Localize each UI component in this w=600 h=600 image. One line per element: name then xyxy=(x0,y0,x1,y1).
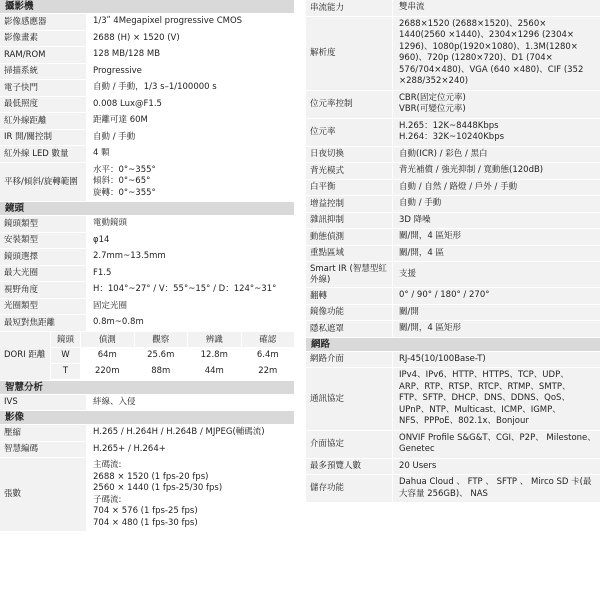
spec-value-line: 自動 / 手動 xyxy=(399,198,442,208)
spec-value xyxy=(392,321,600,337)
spec-value-line: NFS、PPPoE、802.1x、Bonjour xyxy=(399,416,529,426)
spec-value xyxy=(392,17,600,90)
dori-header-cell: 觀察 xyxy=(134,332,188,348)
spec-value-line: Genetec xyxy=(399,444,435,454)
spec-value xyxy=(86,266,294,282)
spec-row xyxy=(306,229,600,246)
spec-value-line: 關/開，4 區矩形 xyxy=(399,231,461,241)
network-spec-rows xyxy=(306,352,600,504)
spec-label: 介面協定 xyxy=(306,431,392,458)
spec-row xyxy=(306,119,600,147)
spec-value xyxy=(86,64,294,80)
spec-row xyxy=(306,0,600,17)
spec-value-line: ×288/352×240) xyxy=(399,76,469,86)
spec-value xyxy=(392,147,600,163)
spec-label: 鏡頭選擇 xyxy=(0,249,86,265)
spec-value-line: 關/開，4 區 xyxy=(399,247,444,258)
spec-row xyxy=(0,216,294,233)
spec-value xyxy=(392,288,600,304)
spec-label: 動態偵測 xyxy=(306,229,392,245)
spec-value xyxy=(392,213,600,229)
spec-label: 解析度 xyxy=(306,17,392,90)
spec-label: IVS xyxy=(0,395,86,411)
spec-row xyxy=(306,321,600,338)
spec-row xyxy=(0,64,294,81)
spec-row xyxy=(0,163,294,203)
spec-label: 位元率控制 xyxy=(306,91,392,118)
spec-value-line: 704 × 576 (1 fps-25 fps) xyxy=(93,506,198,516)
spec-value-line: 704 × 480 (1 fps-30 fps) xyxy=(93,517,198,528)
spec-label: 智慧編碼 xyxy=(0,442,86,458)
spec-value xyxy=(86,14,294,30)
spec-row xyxy=(306,459,600,476)
spec-row xyxy=(0,47,294,64)
dori-header-cell: 鏡頭 xyxy=(50,332,80,348)
spec-value xyxy=(392,246,600,262)
spec-value-line: 子碼流: xyxy=(93,494,122,505)
spec-row xyxy=(306,305,600,322)
spec-value-line: 距離可達 60M xyxy=(93,115,148,125)
spec-value-line: ARP、RTP、RTSP、RTCP、RTMP、SMTP、 xyxy=(399,381,571,392)
spec-value xyxy=(392,475,600,502)
spec-value-line: 雙串流 xyxy=(399,2,425,12)
dori-header-cell: 偵測 xyxy=(80,332,134,348)
spec-label: 光圈類型 xyxy=(0,299,86,315)
spec-value-line: 自動 / 自然 / 路燈 / 戶外 / 手動 xyxy=(399,181,518,192)
spec-value-line: F1.5 xyxy=(93,267,112,278)
spec-label: 最短對焦距離 xyxy=(0,315,86,331)
spec-row xyxy=(306,262,600,288)
spec-row xyxy=(0,395,294,412)
spec-row xyxy=(306,147,600,164)
spec-label: 重點區域 xyxy=(306,246,392,262)
spec-value-line: 水平：0°~355° xyxy=(93,164,156,175)
spec-row xyxy=(0,233,294,250)
spec-value xyxy=(86,113,294,129)
dori-cell: 25.6m xyxy=(134,348,188,364)
spec-row xyxy=(306,213,600,230)
dori-cell: W xyxy=(50,348,80,364)
spec-row xyxy=(306,180,600,197)
spec-value-line: 傾斜：0°~65° xyxy=(93,176,151,186)
spec-value-line: 960)、720p (1280×720)、D1 (704× xyxy=(399,53,553,63)
spec-value-line: 旋轉：0°~355° xyxy=(93,187,156,198)
spec-row xyxy=(0,249,294,266)
dori-header-cell: 確認 xyxy=(241,332,295,348)
spec-value-line: 576/704×480)、VGA (640 ×480)、CIF (352 xyxy=(399,64,584,75)
left-spec-column xyxy=(0,0,294,532)
spec-label: 電子快門 xyxy=(0,80,86,96)
spec-label: 壓縮 xyxy=(0,425,86,441)
spec-label: 翻轉 xyxy=(306,288,392,304)
spec-value xyxy=(86,315,294,331)
spec-value-line: 支援 xyxy=(399,268,417,279)
spec-value-line: Dahua Cloud 、 FTP 、 SFTP 、 Mirco SD 卡(最 xyxy=(399,477,592,487)
spec-value-line: 2688×1520 (2688×1520)、2560× xyxy=(399,18,547,29)
spec-row xyxy=(0,146,294,163)
dori-cell: 64m xyxy=(80,348,134,364)
spec-label: 最大光圈 xyxy=(0,266,86,282)
spec-label: 最多預覽人數 xyxy=(306,459,392,475)
spec-label: 最低照度 xyxy=(0,97,86,113)
spec-label: 串流能力 xyxy=(306,0,392,16)
spec-value-line: 0.8m~0.8m xyxy=(93,317,144,327)
spec-row xyxy=(0,266,294,283)
spec-value-line: 2688 (H) × 1520 (V) xyxy=(93,32,180,43)
spec-value xyxy=(392,368,600,430)
spec-row xyxy=(0,14,294,31)
spec-value xyxy=(86,233,294,249)
spec-label: 平移/傾斜/旋轉範圍 xyxy=(0,163,86,202)
spec-value-line: Progressive xyxy=(93,65,142,76)
spec-value-line: H：104°~27° / V：55°~15° / D：124°~31° xyxy=(93,284,277,294)
spec-value-line: 主碼流: xyxy=(93,460,122,470)
spec-value xyxy=(86,146,294,162)
spec-value-line: 2688 × 1520 (1 fps-20 fps) xyxy=(93,471,209,482)
spec-value-line: ONVIF Profile S&G&T、CGI、P2P、 Milestone、 xyxy=(399,432,596,443)
analysis-spec-rows xyxy=(0,395,294,412)
spec-value xyxy=(392,229,600,245)
stream-spec-rows xyxy=(306,0,600,338)
dori-grid xyxy=(50,332,294,380)
spec-value-line: RJ-45(10/100Base-T) xyxy=(399,353,486,364)
spec-value-line: 4 顆 xyxy=(93,148,110,158)
spec-value-line: 1440(2560 ×1440)、2304×1296 (2304× xyxy=(399,30,575,40)
dori-cell: 12.8m xyxy=(187,348,241,364)
spec-value-line: 大容量 256GB)、 NAS xyxy=(399,488,488,499)
spec-value-line: 自動(ICR) / 彩色 / 黑白 xyxy=(399,148,488,159)
spec-value xyxy=(86,249,294,265)
spec-value-line: 0° / 90° / 180° / 270° xyxy=(399,290,490,300)
spec-label: 影像感應器 xyxy=(0,14,86,30)
spec-value-line: H.265：12K~8448Kbps xyxy=(399,120,499,131)
spec-value xyxy=(86,216,294,232)
spec-value-line: 絆線、入侵 xyxy=(93,396,136,407)
spec-label: 鏡頭類型 xyxy=(0,216,86,232)
spec-value-line: 0.008 Lux@F1.5 xyxy=(93,98,162,109)
section-header-image: 影像 xyxy=(0,411,294,425)
spec-label: 雜訊抑制 xyxy=(306,213,392,229)
dori-cell: 22m xyxy=(241,364,295,380)
spec-value-line: φ14 xyxy=(93,234,110,245)
spec-label: 隱私遮罩 xyxy=(306,321,392,337)
spec-value xyxy=(392,305,600,321)
spec-value xyxy=(86,282,294,298)
spec-value xyxy=(86,299,294,315)
spec-row xyxy=(306,288,600,305)
spec-value xyxy=(86,395,294,411)
section-header-analysis: 智慧分析 xyxy=(0,381,294,395)
spec-value-line: 128 MB/128 MB xyxy=(93,49,161,59)
dori-cell: T xyxy=(50,364,80,380)
spec-value-line: VBR(可變位元率) xyxy=(399,104,466,114)
dori-cell: 6.4m xyxy=(241,348,295,364)
spec-label: Smart IR (智慧型紅外線) xyxy=(306,262,392,287)
spec-row xyxy=(306,196,600,213)
spec-label: 儲存功能 xyxy=(306,475,392,502)
spec-value xyxy=(392,180,600,196)
spec-value-line: 1/3ʺ 4Megapixel progressive CMOS xyxy=(93,16,243,26)
spec-value xyxy=(392,431,600,458)
spec-value xyxy=(86,458,294,531)
spec-row xyxy=(306,17,600,91)
spec-value xyxy=(86,97,294,113)
spec-value-line: 電動鏡頭 xyxy=(93,218,128,228)
section-header-network: 網路 xyxy=(306,338,600,352)
right-spec-column xyxy=(306,0,600,503)
spec-label: 紅外線距離 xyxy=(0,113,86,129)
spec-label: 日夜切換 xyxy=(306,147,392,163)
spec-row xyxy=(0,458,294,532)
spec-label: 背光模式 xyxy=(306,163,392,179)
spec-label: 紅外線 LED 數量 xyxy=(0,146,86,162)
spec-value-line: 2560 × 1440 (1 fps-25/30 fps) xyxy=(93,483,223,493)
spec-value xyxy=(86,31,294,47)
dori-cell: 44m xyxy=(187,364,241,380)
spec-value xyxy=(86,130,294,146)
spec-row xyxy=(0,113,294,130)
dori-distance-table xyxy=(0,332,294,381)
spec-label: 張數 xyxy=(0,458,86,531)
spec-label: 鏡像功能 xyxy=(306,305,392,321)
spec-value xyxy=(392,119,600,146)
spec-row xyxy=(0,442,294,459)
lens-spec-rows xyxy=(0,216,294,332)
spec-value xyxy=(392,163,600,179)
spec-row xyxy=(0,130,294,147)
spec-value-line: 2.7mm~13.5mm xyxy=(93,251,166,261)
spec-label: IR 開/關控制 xyxy=(0,130,86,146)
spec-value-line: 關/開，4 區矩形 xyxy=(399,323,461,333)
spec-label: 位元率 xyxy=(306,119,392,146)
spec-label: 增益控制 xyxy=(306,196,392,212)
spec-value xyxy=(392,262,600,287)
camera-spec-rows xyxy=(0,14,294,202)
spec-value-line: 自動 / 手動，1/3 s–1/100000 s xyxy=(93,82,217,92)
spec-label: 掃描系統 xyxy=(0,64,86,80)
spec-label: 視野角度 xyxy=(0,282,86,298)
spec-value-line: 關/開 xyxy=(399,306,419,317)
spec-value-line: H.265+ / H.264+ xyxy=(93,443,166,454)
spec-value xyxy=(86,80,294,96)
spec-value-line: CBR(固定位元率) xyxy=(399,92,466,103)
spec-value-line: FTP、SFTP、DHCP、DNS、DDNS、QoS、 xyxy=(399,393,570,403)
spec-value xyxy=(392,0,600,16)
spec-value xyxy=(392,91,600,118)
spec-label: 安裝類型 xyxy=(0,233,86,249)
spec-row xyxy=(306,163,600,180)
spec-value-line: 固定光圈 xyxy=(93,300,128,311)
spec-row xyxy=(306,352,600,369)
spec-value-line: 背光補償 / 強光抑制 / 寬動態(120dB) xyxy=(399,165,544,175)
dori-cell: 220m xyxy=(80,364,134,380)
spec-label: RAM/ROM xyxy=(0,47,86,63)
spec-value-line: 1296)、1080p(1920×1080)、1.3M(1280× xyxy=(399,41,578,52)
spec-row xyxy=(0,299,294,316)
spec-row xyxy=(0,31,294,48)
spec-label: 影像畫素 xyxy=(0,31,86,47)
spec-value xyxy=(392,459,600,475)
spec-row xyxy=(306,368,600,431)
spec-value xyxy=(86,425,294,441)
image-spec-rows xyxy=(0,425,294,532)
spec-value-line: IPv4、IPv6、HTTP、HTTPS、TCP、UDP、 xyxy=(399,370,569,380)
spec-value-line: H.264：32K~10240Kbps xyxy=(399,132,505,142)
spec-value-line: 3D 降噪 xyxy=(399,214,431,225)
spec-label: 白平衡 xyxy=(306,180,392,196)
spec-value-line: 20 Users xyxy=(399,460,437,471)
spec-row xyxy=(306,91,600,119)
spec-row xyxy=(0,425,294,442)
dori-header-cell: 辨識 xyxy=(187,332,241,348)
spec-value xyxy=(392,196,600,212)
section-header-camera: 攝影機 xyxy=(0,0,294,14)
section-header-lens: 鏡頭 xyxy=(0,202,294,216)
dori-cell: 88m xyxy=(134,364,188,380)
spec-row xyxy=(0,97,294,114)
spec-label: 通訊協定 xyxy=(306,368,392,430)
spec-row xyxy=(306,246,600,263)
spec-value xyxy=(86,442,294,458)
spec-row xyxy=(0,315,294,332)
spec-label: 網路介面 xyxy=(306,352,392,368)
spec-value xyxy=(86,47,294,63)
spec-value-line: H.265 / H.264H / H.264B / MJPEG(輔碼流) xyxy=(93,427,265,437)
spec-value-line: 自動 / 手動 xyxy=(93,131,136,142)
spec-row xyxy=(306,475,600,503)
dori-label: DORI 距離 xyxy=(0,332,50,380)
spec-row xyxy=(0,80,294,97)
spec-row xyxy=(306,431,600,459)
spec-value-line: UPnP、NTP、Multicast、ICMP、IGMP、 xyxy=(399,404,561,415)
spec-value xyxy=(392,352,600,368)
spec-row xyxy=(0,282,294,299)
spec-value xyxy=(86,163,294,202)
